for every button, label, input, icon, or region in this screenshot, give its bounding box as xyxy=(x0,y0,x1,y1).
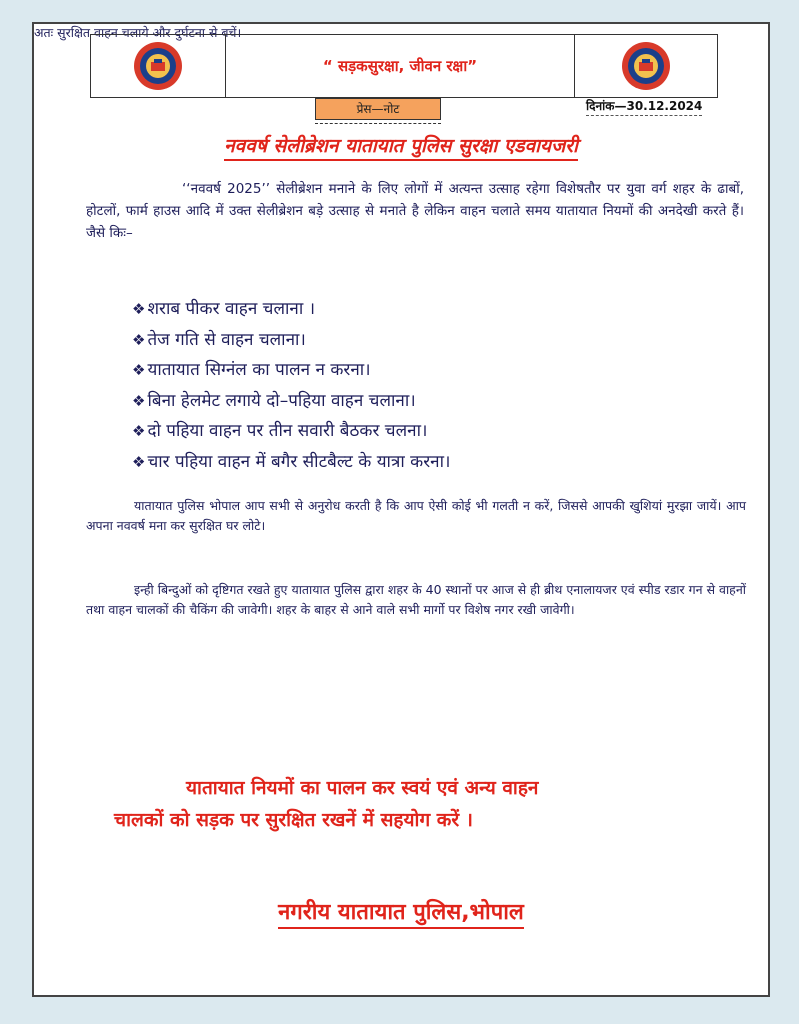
appeal-text xyxy=(114,772,734,836)
list-item: ❖ तेज गति से वाहन चलाना। xyxy=(132,329,306,350)
page-title xyxy=(34,132,768,158)
violations-list xyxy=(132,294,450,477)
list-item: ❖ बिना हेलमेट लगाये दो–पहिया वाहन चलाना। xyxy=(132,390,416,411)
signature-text: नगरीय यातायात पुलिस,भोपाल xyxy=(278,900,524,929)
appeal-line-1: यातायात नियमों का पालन कर स्वयं एवं अन्य वाहन xyxy=(186,777,539,799)
list-item: ❖ दो पहिया वाहन पर तीन सवारी बैठकर चलना। xyxy=(132,421,428,441)
list-item: ❖ चार पहिया वाहन में बगैर सीटबैल्ट के यात्रा करना। xyxy=(132,451,451,472)
list-item: ❖ शराब पीकर वाहन चलाना । xyxy=(132,299,316,319)
slogan: “ सड़कसुरक्षा, जीवन रक्षा” xyxy=(322,57,478,75)
slogan-cell xyxy=(226,35,575,97)
traffic-police-emblem-icon xyxy=(621,41,671,91)
press-note-label: प्रेस—नोट xyxy=(315,98,441,120)
date-label: दिनांक—30.12.2024 xyxy=(586,97,702,116)
document-page xyxy=(32,22,770,997)
signature xyxy=(34,896,768,926)
diamond-bullet-icon: ❖ xyxy=(132,330,146,349)
list-item: ❖ यातायात सिग्नंल का पालन न करना। xyxy=(132,360,371,380)
title-text: नववर्ष सेलीब्रेशन यातायात पुलिस सुरक्षा एडवायजरी xyxy=(224,135,578,161)
diamond-bullet-icon: ❖ xyxy=(132,422,146,440)
request-paragraph: यातायात पुलिस भोपाल आप सभी से अनुरोध करती है कि आप ऐसी कोई भी गलती न करें, जिससे आपकी खुशियां मुरझा जायें। आप अपना नववर्ष मना कर सुरक्षित घर लोटे। xyxy=(86,498,746,533)
traffic-police-emblem-icon xyxy=(133,41,183,91)
letterhead xyxy=(90,34,718,98)
left-logo-cell xyxy=(91,35,226,97)
diamond-bullet-icon: ❖ xyxy=(132,300,146,318)
press-note-underline xyxy=(315,123,441,124)
closing-line: अतः सुरक्षित वाहन चलाये और दुर्घटना से बचें। xyxy=(34,25,242,40)
diamond-bullet-icon: ❖ xyxy=(132,361,146,379)
appeal-line-2: चालकों को सड़क पर सुरक्षित रखनें में सहयोग करें । xyxy=(114,809,473,831)
diamond-bullet-icon: ❖ xyxy=(132,452,146,471)
right-logo-cell xyxy=(575,35,717,97)
diamond-bullet-icon: ❖ xyxy=(132,391,146,410)
checking-paragraph: इन्ही बिन्दुओं को दृष्टिगत रखते हुए यातायात पुलिस द्वारा शहर के 40 स्थानों पर आज से ही ब्रीथ एनालायजर एवं स्पीड रडार गन से वाहनों तथा वाहन चालकों की चैकिंग की जावेगी। शहर के बाहर से आने वाले सभी मार्गो पर विशेष नगर रखी जावेगी। xyxy=(86,582,746,617)
intro-paragraph: ‘‘नववर्ष 2025’’ सेलीब्रेशन मनाने के लिए लोगों में अत्यन्त उत्साह रहेगा विशेषतौर पर युवा वर्ग शहर के ढाबों, होटलों, फार्म हाउस आदि में उक्त सेलीब्रेशन बड़े उत्साह से मनाते है लेकिन वाहन चलाते समय यातायात नियमों की अनदेखी करते हैं। जैसे किः– xyxy=(86,181,744,241)
